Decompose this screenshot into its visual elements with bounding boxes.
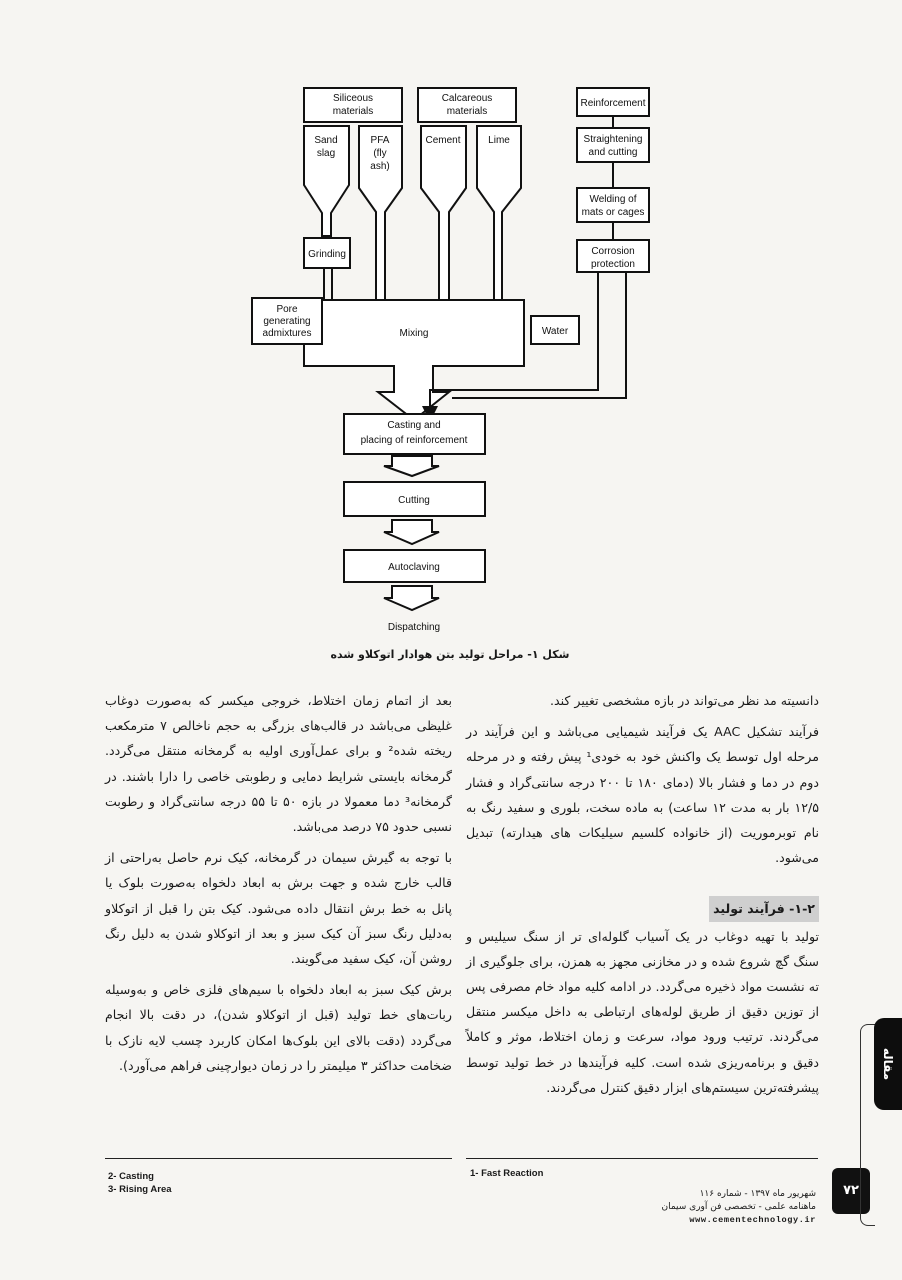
footnote-divider (466, 1158, 818, 1159)
right-column (466, 688, 819, 1106)
footnote-divider (105, 1158, 452, 1159)
footnote-right: 1- Fast Reaction (470, 1168, 544, 1179)
footnote-left-2: 3- Rising Area (108, 1184, 172, 1195)
pore-label: Pore (276, 304, 298, 315)
svg-text:generating: generating (263, 316, 311, 327)
page-number: ۷۲ (832, 1168, 870, 1214)
sand-label: Sand (314, 135, 338, 146)
side-tab-frame (860, 1024, 875, 1226)
paragraph: دانسیته مد نظر می‌تواند در بازه مشخصی تغییر کند. (549, 693, 819, 708)
section-side-tab: مقاله (874, 1018, 902, 1110)
calcareous-label: Calcareous (441, 93, 493, 104)
paragraph: فرآیند تشکیل AAC یک فرآیند شیمیایی می‌باشد و این فرآیند در مرحله اول توسط یک واکنش خود به خودی¹ پیش رفته و در مرحله دوم در دما و فشار بالا (دمای ۱۸۰ تا ۲۰۰ درجه سانتی‌گراد و فشار ۱۲/۵ بار به مدت ۱۲ ساعت) به ماده سخت، بلوری و سفید رنگ به نام توبرموریت (از خانواده کلسیم سیلیکات های هیدارته) تبدیل می‌شود. (466, 724, 819, 866)
svg-text:placing of reinforcement: placing of reinforcement (360, 435, 468, 446)
section-heading: ۱-۲- فرآیند تولید (709, 896, 819, 921)
mixing-label: Mixing (399, 328, 429, 339)
paragraph: با توجه به گیرش سیمان در گرمخانه، کیک نرم حاصل به‌راحتی از قالب خارج شده و جهت برش به ابعاد دلخواه به‌صورت بلوک یا پانل به خط برش انتقال داده می‌شود. کیک بتن را قبل از اتوکلاو به‌دلیل رنگ سبز آن کیک سبز و بعد از اتوکلاو شدن به دلیل رنگ روشن آن، کیک سفید می‌گویند. (105, 850, 452, 967)
svg-text:ash): ash) (370, 161, 390, 172)
svg-text:protection: protection (591, 259, 635, 270)
svg-text:and cutting: and cutting (588, 147, 638, 158)
cutting-label: Cutting (398, 495, 430, 506)
autoclaving-label: Autoclaving (388, 562, 440, 573)
grinding-label: Grinding (308, 249, 346, 260)
svg-text:admixtures: admixtures (262, 328, 312, 339)
left-column (105, 688, 452, 1084)
pfa-label: PFA (370, 135, 390, 146)
svg-text:(fly: (fly (373, 148, 387, 159)
paragraph: تولید با تهیه دوغاب در یک آسیاب گلوله‌ای تر از سنگ سیلیس و سنگ گچ شروع شده و در مخازنی مجهز به همزن، برای جلوگیری از ته نشست مواد ذخیره می‌گردد. در ادامه کلیه مواد خام مصرفی پس از توزین دقیق از طریق لوله‌های ارتباطی به داخل میکسر منتقل می‌گردند. ترتیب ورود مواد، سرعت و زمان اختلاط، موثر و کاملاً دقیق و برنامه‌ریزی شده است. کلیه فرآیندها در خط تولید توسط پیشرفته‌ترین سیستم‌های ابزار دقیق کنترل می‌گردند. (466, 928, 819, 1095)
svg-text:materials: materials (446, 106, 488, 117)
website-link[interactable]: www.cementechnology.ir (689, 1215, 816, 1225)
corrosion-label: Corrosion (591, 246, 635, 257)
figure-caption: شکل ۱- مراحل تولید بتن هوادار اتوکلاو شده (330, 648, 570, 661)
water-label: Water (541, 326, 569, 337)
casting-label: Casting and (387, 420, 441, 431)
straightening-label: Straightening (583, 134, 643, 145)
journal-name: ماهنامه علمی - تخصصی فن آوری سیمان (661, 1202, 816, 1212)
issue-date: شهریور ماه ۱۳۹۷ - شماره ۱۱۶ (699, 1189, 816, 1199)
reinforcement-label: Reinforcement (580, 98, 646, 109)
footnote-left-1: 2- Casting (108, 1171, 154, 1182)
svg-text:slag: slag (316, 148, 336, 159)
cement-label: Cement (425, 135, 461, 146)
svg-text:mats or cages: mats or cages (581, 207, 645, 218)
dispatching-label: Dispatching (387, 622, 441, 633)
journal-footer (640, 1188, 816, 1227)
lime-label: Lime (488, 135, 510, 146)
paragraph: برش کیک سبز به ابعاد دلخواه با سیم‌های فلزی خاص و به‌وسیله ربات‌های خط تولید (قبل از اتوکلاو شدن)، در دقت بالا انجام می‌گردد (دقت بالای این بلوک‌ها امکان کاربرد چسب لایه نازک با ضخامت حداکثر ۳ میلیمتر را در زمان دیوارچینی فراهم می‌آورد). (105, 982, 452, 1073)
siliceous-label: Siliceous (332, 93, 374, 104)
welding-label: Welding of (589, 194, 637, 205)
svg-text:materials: materials (332, 106, 374, 117)
paragraph: بعد از اتمام زمان اختلاط، خروجی میکسر که به‌صورت دوغاب غلیظی می‌باشد در قالب‌های بزرگی به حجم ناخالص ۷ مترمکعب ریخته شده² و برای عمل‌آوری اولیه به گرمخانه منتقل می‌گردد. گرمخانه بایستی شرایط دمایی و رطوبتی خاصی را دارا باشند. در گرمخانه³ دما معمولا در بازه ۵۰ تا ۵۵ درجه سانتی‌گراد و رطوبت نسبی حدود ۷۵ درصد می‌باشد. (105, 693, 453, 835)
